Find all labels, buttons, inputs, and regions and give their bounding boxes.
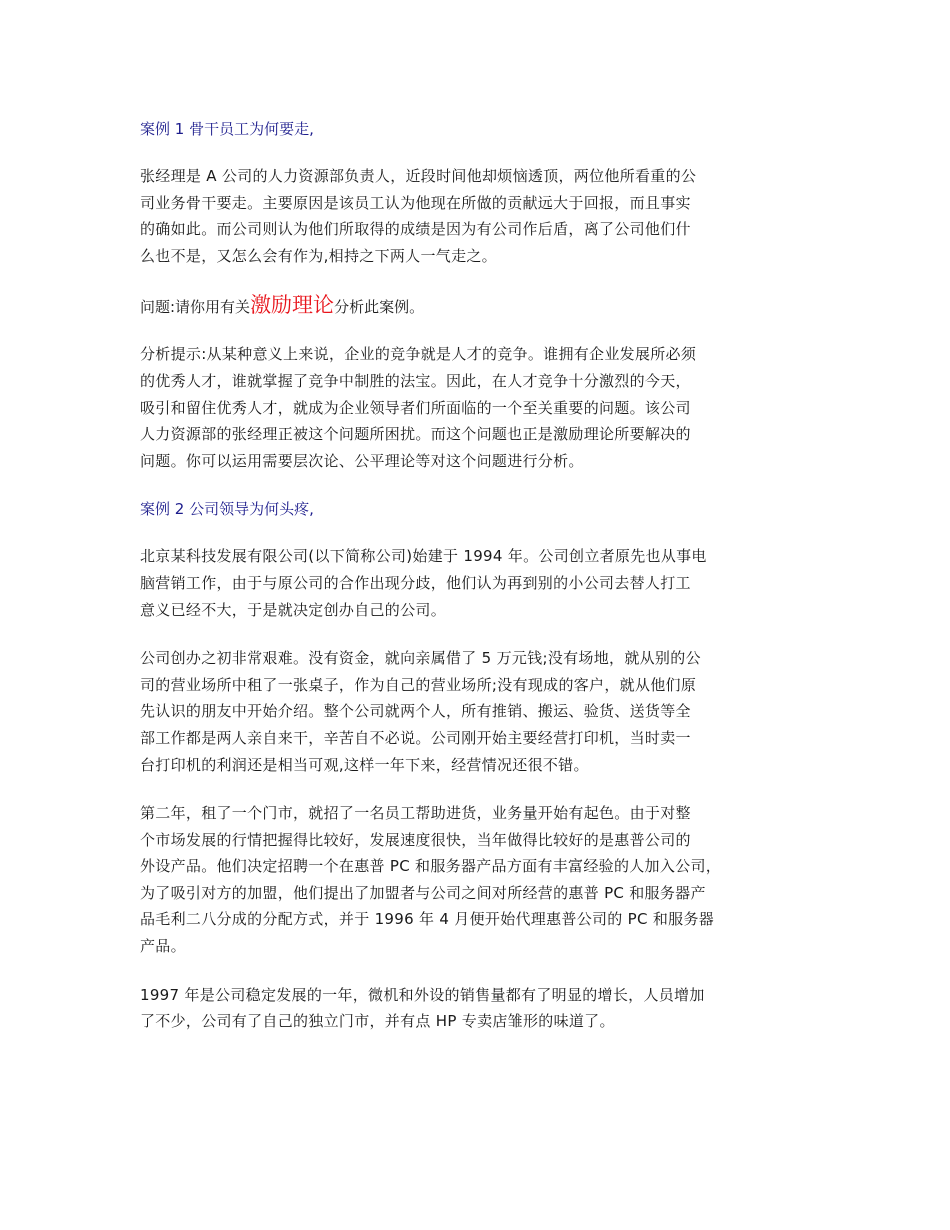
question-highlight: 激励理论 — [250, 293, 335, 318]
text-line: 北京某科技发展有限公司(以下简称公司)始建于 1994 年。公司创立者原先也从事电 — [140, 547, 707, 566]
case1-paragraph — [140, 163, 830, 269]
question-prefix: 问题:请你用有关 — [140, 298, 251, 317]
text-line: 张经理是 A 公司的人力资源部负责人，近段时间他却烦恼透顶，两位他所看重的公 — [140, 167, 697, 185]
text-line: 产品。 — [140, 937, 186, 956]
text-line: 1997 年是公司稳定发展的一年，微机和外设的销售量都有了明显的增长，人员增加 — [140, 985, 705, 1004]
text-line: 为了吸引对方的加盟，他们提出了加盟者与公司之间对所经营的惠普 PC 和服务器产 — [140, 883, 706, 902]
text-line: 脑营销工作，由于与原公司的合作出现分歧，他们认为再到别的小公司去替人打工 — [140, 573, 691, 592]
text-line: 分析提示:从某种意义上来说，企业的竞争就是人才的竞争。谁拥有企业发展所必须 — [140, 345, 697, 364]
text-line: 的优秀人才，谁就掌握了竞争中制胜的法宝。因此，在人才竞争十分激烈的今天， — [140, 371, 691, 390]
case1-analysis — [140, 341, 830, 474]
case2-title: 案例 2 公司领导为何头疼, — [140, 500, 314, 519]
case2-paragraph-2 — [140, 645, 830, 778]
text-line: 么也不是，又怎么会有作为,相持之下两人一气走之。 — [140, 246, 497, 265]
document-page — [140, 116, 830, 1057]
text-line: 问题。你可以运用需要层次论、公平理论等对这个问题进行分析。 — [140, 451, 584, 470]
text-line: 人力资源部的张经理正被这个问题所困扰。而这个问题也正是激励理论所要解决的 — [140, 425, 691, 444]
text-line: 的确如此。而公司则认为他们所取得的成绩是因为有公司作后盾，离了公司他们什 — [140, 220, 691, 239]
text-line: 部工作都是两人亲自来干，辛苦自不必说。公司刚开始主要经营打印机，当时卖一 — [140, 728, 691, 747]
text-line: 司的营业场所中租了一张桌子，作为自己的营业场所;没有现成的客户，就从他们原 — [140, 675, 697, 694]
case1-title: 案例 1 骨干员工为何要走, — [140, 120, 314, 138]
text-line: 第二年，租了一个门市，就招了一名员工帮助进货，业务量开始有起色。由于对整 — [140, 804, 691, 823]
case1-question — [140, 291, 830, 321]
case2-paragraph-3 — [140, 800, 830, 960]
text-line: 外设产品。他们决定招聘一个在惠普 PC 和服务器产品方面有丰富经验的人加入公司， — [140, 857, 722, 876]
text-line: 吸引和留住优秀人才，就成为企业领导者们所面临的一个至关重要的问题。该公司 — [140, 398, 691, 417]
question-suffix: 分析此案例。 — [334, 298, 425, 317]
text-line: 司业务骨干要走。主要原因是该员工认为他现在所做的贡献远大于回报，而且事实 — [140, 193, 691, 212]
text-line: 台打印机的利润还是相当可观,这样一年下来，经营情况还很不错。 — [140, 755, 589, 774]
text-line: 品毛利二八分成的分配方式，并于 1996 年 4 月便开始代理惠普公司的 PC 和服务器 — [140, 910, 715, 929]
case2-paragraph-4 — [140, 982, 830, 1035]
text-line: 先认识的朋友中开始介绍。整个公司就两个人，所有推销、搬运、验货、送货等全 — [140, 702, 691, 721]
text-line: 了不少，公司有了自己的独立门市，并有点 HP 专卖店雏形的味道了。 — [140, 1012, 615, 1031]
case2-paragraph-1 — [140, 543, 830, 623]
text-line: 公司创办之初非常艰难。没有资金，就向亲属借了 5 万元钱;没有场地，就从别的公 — [140, 649, 701, 668]
text-line: 意义已经不大，于是就决定创办自己的公司。 — [140, 600, 447, 619]
text-line: 个市场发展的行情把握得比较好，发展速度很快，当年做得比较好的是惠普公司的 — [140, 830, 691, 849]
